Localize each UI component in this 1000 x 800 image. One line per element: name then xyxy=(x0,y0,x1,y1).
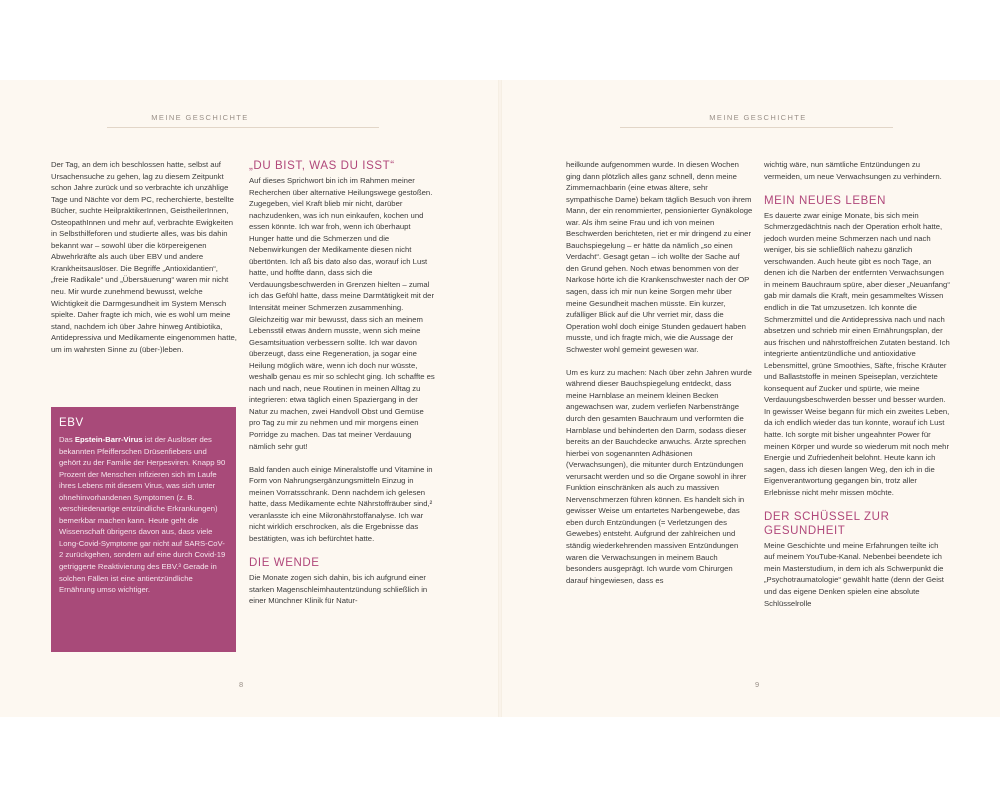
section-heading: DER SCHÜSSEL ZUR GESUNDHEIT xyxy=(764,510,890,537)
column-right-2 xyxy=(764,159,951,621)
paragraph: Um es kurz zu machen: Nach über zehn Jahren wurde während dieser Bauchspiegelung entdeckt, dass meine Harnblase an meinem kleinen Becken angewachsen war, zudem verliefen Narbenstränge durch den gesamten Bauchraum und verformten die Harnblase und behinderten den Darm, sodass dieser bereits an der Bauchdecke anwuchs. Ärzte sprechen hierbei von sogenannten Adhäsionen (Verwachsungen), die mitunter durch Entzündungen verursacht werden und so die Organe sowohl in ihrer Funktion einschränken als auch zu massiven Nervenschmerzen führen können. Es handelt sich in gewisser Weise um entartetes Narbengewebe, das eben durch Entzündungen (= Verletzungen des Gewebes) entsteht. Aufgrund der zahlreichen und ständig wiederkehrenden massiven Entzündungen waren die Verwachsungen in meinem Bauch besonders ausgeprägt. Ich wurde vom Chirurgen darauf hingewiesen, dass es xyxy=(566,367,752,585)
info-box-term: Epstein-Barr-Virus xyxy=(74,435,143,444)
page-number: 8 xyxy=(239,680,244,689)
paragraph: wichtig wäre, nun sämtliche Entzündungen zu vermeiden, um neue Verwachsungen zu verhindern. xyxy=(764,160,942,181)
info-box-title: EBV xyxy=(59,417,84,429)
paragraph: Bald fanden auch einige Mineralstoffe und Vitamine in Form von Nahrungsergänzungsmitteln Einzug in meinen Vorratsschrank. Denn nachdem ich gelesen hatte, dass Medikamente echte Nährstoffräuber sind,² veranlasste ich eine Mikronährstoffanalyse. Ich war nicht wirklich erschrocken, als die Ergebnisse das bestätigten, was ich befürchtet hatte. xyxy=(249,464,433,543)
section-heading: MEIN NEUES LEBEN xyxy=(764,194,887,207)
paragraph: Auf dieses Sprichwort bin ich im Rahmen meiner Recherchen über alternative Heilungswege gestoßen. Zugegeben, viel Kraft blieb mir nicht, darüber nachzudenken, was ich nun einkaufen, kochen und essen könnte. Ich war froh, wenn ich überhaupt Hunger hatte und die Schmerzen und die Nebenwirkungen der Medikamente diesen nicht übertönten. Ich aß bis dato also das, worauf ich Lust hatte, und hoffte dann, dass sich die Verdauungsbeschwerden in Grenzen hielten – zumal ich das Gefühl hatte, dass meine Darmtätigkeit mit der Intensität meiner Schmerzen zusammenhing. Gleichzeitig war mir bewusst, dass sich an meinem Lebensstil etwas ändern musste, wenn sich meine Gesamtsituation verbessern sollte. Ich war davon überzeugt, dass eine Regeneration, ja sogar eine Heilung möglich wäre, wenn ich doch nur wüsste, weshalb genau es mir so schlecht ging. Ich schaffte es nach und nach, neue Routinen in meinen Alltag zu integrieren: etwa täglich einen Spaziergang in der Natur zu machen, zwei Handvoll Obst und Gemüse pro Tag zu mir zu nehmen und mir morgens einen Porridge zu machen. Das tat meiner Verdauung nämlich sehr gut! xyxy=(249,176,435,451)
left-page xyxy=(0,80,500,717)
column-left-2 xyxy=(249,156,435,618)
right-page xyxy=(500,80,1000,717)
running-head: MEINE GESCHICHTE xyxy=(709,113,807,122)
paragraph: Meine Geschichte und meine Erfahrungen teilte ich auf meinem YouTube-Kanal. Nebenbei beendete ich mein Masterstudium, in dem ich als Schwerpunkt die „Psychotraumatologie“ gewählt hatte (denn der Geist und das eigene Denken spielen eine absolute Schlüsselrolle xyxy=(764,540,944,608)
info-box-body: ist der Auslöser des bekannten Pfeifferschen Drüsenfiebers und gehört zu der Familie der Herpesviren. Knapp 90 Prozent der Menschen infizieren sich im Laufe ihres Lebens mit diesem Virus, was sich unter ohnehinvorhandenen Symptomen (z. B. verschiedenartige entzündliche Erkrankungen) bemerkbar machen kann. Heute geht die Wissenschaft übrigens davon aus, dass viele Long-Covid-Symptome gar nicht auf SARS-CoV-2 zurückgehen, sondern auf eine durch Covid-19 getriggerte Reaktivierung des EBV.³ Gerade in solchen Fällen ist eine antientzündliche Ernährung umso wichtiger. xyxy=(59,435,226,595)
page-number: 9 xyxy=(755,680,760,689)
section-heading: DIE WENDE xyxy=(249,556,320,569)
paragraph: Es dauerte zwar einige Monate, bis sich mein Schmerzgedächtnis nach der Operation erholt hatte, jedoch wurden meine Schmerzen nach und nach weniger, bis sie schließlich nahezu gänzlich verschwanden. Auch heute gibt es noch Tage, an denen ich die Narben der entfernten Verwachsungen in meinem Bauchraum spüre, aber dieser „Neuanfang“ gab mir damals die Kraft, mein gesammeltes Wissen endlich in die Tat umzusetzen. Ich konnte die Schmerzmittel und die Antidepressiva nach und nach absetzen und schrieb mir einen Ernährungsplan, der aus frischen und nährstoffreichen Zutaten bestand. Ich integrierte antientzündliche und antioxidative Lebensmittel, grüne Smoothies, Säfte, frische Kräuter und Ballaststoffe in meinen Speiseplan, verzichtete konsequent auf Zucker und spürte, wie meine Verdauungsbeschwerden besser und besser wurden. In gewisser Weise begann für mich ein zweites Leben, da ich endlich wieder das tun konnte, worauf ich Lust hatte. Ich sorgte mit bisher ungeahnter Power für meinen Körper und wurde so wiederum mit noch mehr Energie und Zufriedenheit belohnt. Heute kann ich sagen, dass ich diesen langen Weg, den ich in die Eigenverantwortung gegangen bin, trotz aller Erlebnisse nicht mehr missen möchte. xyxy=(764,210,950,497)
paragraph: Die Monate zogen sich dahin, bis ich aufgrund einer starken Magenschleimhautentzündung schließlich in einer Münchner Klinik für Natur- xyxy=(249,572,428,606)
book-spread xyxy=(0,80,1000,717)
paragraph: heilkunde aufgenommen wurde. In diesen Wochen ging dann plötzlich alles ganz schnell, denn meine Zimmernachbarin (eine etwas ältere, sehr sympathische Dame) bekam täglich Besuch von ihrem Mann, der ein renommierter, pensionierter Gynäkologe war. Als ihm seine Frau und ich von meinen Beschwerden berichteten, riet er mir dringend zu einer Bauchspiegelung – er hätte da nämlich „so einen Verdacht“. Gesagt getan – ich wollte der Sache auf den Grund gehen. Noch etwas benommen von der Narkose hörte ich die Krankenschwester nach der OP sagen, dass ich mir nun keine Sorgen mehr über meine Gesundheit machen müsste. Ein kurzer, zufälliger Blick auf die Uhr verriet mir, dass die Operation wohl doch einige Stunden gedauert haben musste, und ich fragte mich, wie die Aussage der Schwester wohl gemeint gewesen war. xyxy=(566,160,753,354)
paragraph: Der Tag, an dem ich beschlossen hatte, selbst auf Ursachensuche zu gehen, lag zu diesem Zeitpunkt schon Jahre zurück und so verbrachte ich unzählige Tage und Nächte vor dem PC, recherchierte, bestellte Bücher, suchte HeilpraktikerInnen, GeistheilerInnen, OsteopathInnen und mehr auf, verbrachte Ewigkeiten in Selbsthilfeforen und studierte alles, was bis dahin bekannt war – sowohl über die körpereigenen Abwehrkräfte als auch über EBV und andere Krankheitsauslöser. Die Begriffe „Antioxidantien“, „freie Radikale“ und „Übersäuerung“ waren mir nicht neu. Mir wurde zunehmend bewusst, welche Wichtigkeit die Darmgesundheit im System Mensch spielte. Daher fragte ich mich, wie es wohl um meine stand, nachdem ich über Jahre hinweg Antibiotika, Antidepressiva und Medikamente eingenommen hatte, um im wahrsten Sinne zu (über-)leben. xyxy=(51,160,237,354)
header-rule xyxy=(107,127,379,128)
column-left-1 xyxy=(51,159,237,367)
info-box-intro: Das xyxy=(59,435,73,444)
header-rule xyxy=(620,127,893,128)
info-box-text xyxy=(59,434,228,596)
section-heading: „DU BIST, WAS DU ISST“ xyxy=(249,160,395,172)
info-box-ebv xyxy=(51,407,236,652)
column-right-1 xyxy=(566,159,753,598)
running-head: MEINE GESCHICHTE xyxy=(151,113,249,122)
